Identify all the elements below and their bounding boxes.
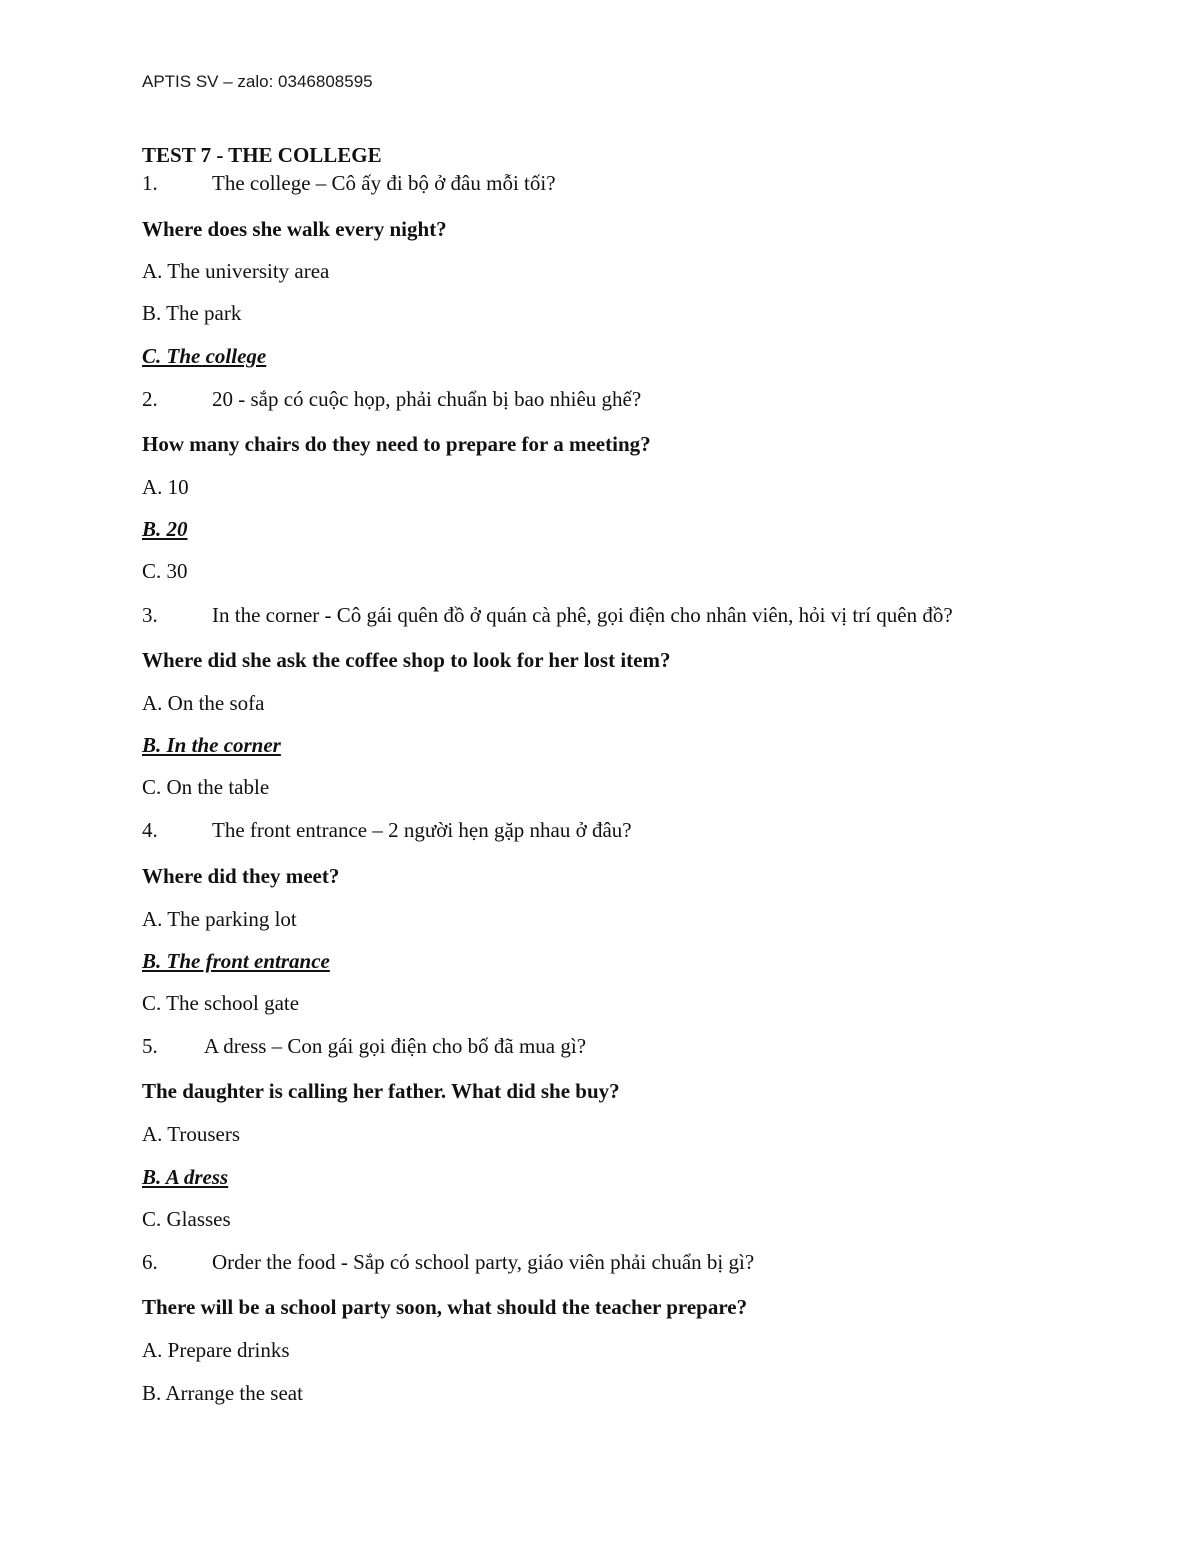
question-topic-text: In the corner - Cô gái quên đồ ở quán cà phê, gọi điện cho nhân viên, hỏi vị trí quên đồ? — [212, 603, 953, 627]
question-topic-1 — [142, 170, 556, 196]
question-text-5: The daughter is calling her father. What did she buy? — [142, 1079, 620, 1103]
answer-option-4b: B. The front entrance — [142, 949, 330, 973]
question-topic-5 — [142, 1033, 586, 1059]
question-topic-text: The front entrance – 2 người hẹn gặp nhau ở đâu? — [212, 818, 632, 842]
question-topic-text: A dress – Con gái gọi điện cho bố đã mua gì? — [204, 1034, 587, 1058]
option-2c: C. 30 — [142, 559, 188, 583]
option-3c: C. On the table — [142, 775, 270, 799]
question-text-2: How many chairs do they need to prepare for a meeting? — [142, 432, 651, 456]
option-5a: A. Trousers — [142, 1122, 241, 1146]
option-3a: A. On the sofa — [142, 691, 265, 715]
option-4a: A. The parking lot — [142, 907, 297, 931]
test-title: TEST 7 - THE COLLEGE — [142, 143, 382, 167]
option-6a: A. Prepare drinks — [142, 1338, 290, 1362]
question-topic-text: Order the food - Sắp có school party, giáo viên phải chuẩn bị gì? — [212, 1250, 755, 1274]
page-header: APTIS SV – zalo: 0346808595 — [142, 72, 373, 91]
question-topic-6 — [142, 1249, 754, 1275]
option-2a: A. 10 — [142, 475, 189, 499]
option-5c: C. Glasses — [142, 1207, 231, 1231]
option-4c: C. The school gate — [142, 991, 300, 1015]
question-text-4: Where did they meet? — [142, 864, 340, 888]
question-number: 6. — [142, 1250, 158, 1274]
question-text-3: Where did she ask the coffee shop to look for her lost item? — [142, 648, 671, 672]
question-topic-text: 20 - sắp có cuộc họp, phải chuẩn bị bao nhiêu ghế? — [212, 387, 642, 411]
answer-option-3b: B. In the corner — [142, 733, 281, 757]
option-6b: B. Arrange the seat — [142, 1381, 303, 1405]
question-text-1: Where does she walk every night? — [142, 217, 447, 241]
question-number: 2. — [142, 387, 158, 411]
answer-option-1c: C. The college — [142, 344, 267, 368]
answer-option-5b: B. A dress — [142, 1165, 229, 1189]
question-topic-4 — [142, 817, 632, 843]
question-topic-3 — [142, 602, 953, 628]
question-number: 4. — [142, 818, 158, 842]
option-1b: B. The park — [142, 301, 242, 325]
question-topic-2 — [142, 386, 641, 412]
question-text-6: There will be a school party soon, what should the teacher prepare? — [142, 1295, 748, 1319]
question-number: 5. — [142, 1034, 158, 1058]
question-number: 3. — [142, 603, 158, 627]
question-topic-text: The college – Cô ấy đi bộ ở đâu mỗi tối? — [212, 171, 556, 195]
option-1a: A. The university area — [142, 259, 330, 283]
answer-option-2b: B. 20 — [142, 517, 188, 541]
question-number: 1. — [142, 171, 158, 195]
